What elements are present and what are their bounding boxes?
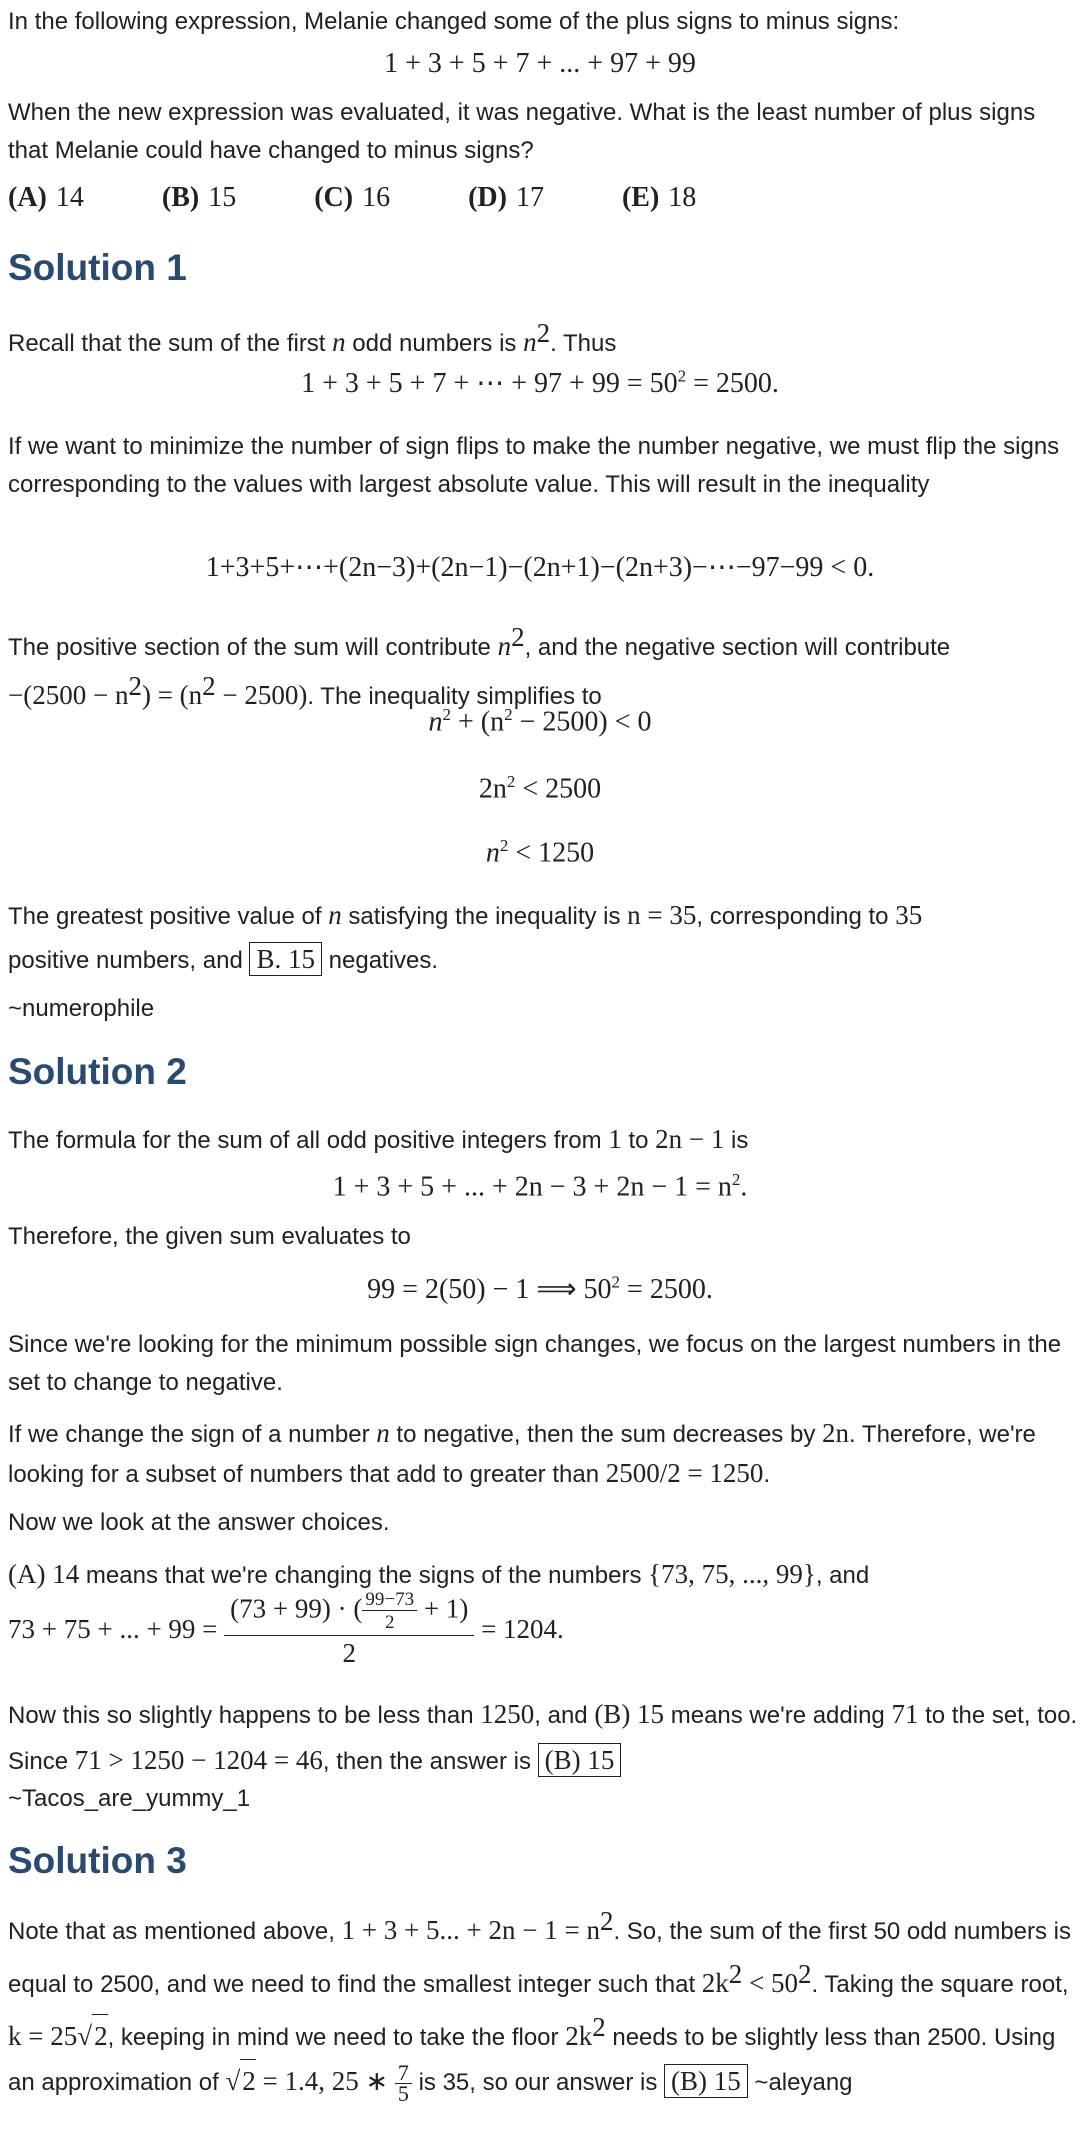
choice-e: (E) 18 [621, 182, 697, 213]
answer-box: (B) 15 [538, 1743, 622, 1777]
answer-box: (B) 15 [664, 2064, 748, 2098]
answer-choices [8, 182, 696, 214]
solution-3-para-1: Note that as mentioned above, 1 + 3 + 5... + $2n - 1 = n^2$. So, the sum of the first 50 odd numbers is equal to 2500, and we need to find the smallest integer such that $2k^2 < 50^2$. Taking the square root, k = 25√2, keeping in mind we need to take the floor $2k^2$ needs to be slightly less than 2500. Using an approximation of √2 = 1.4, 25 ∗ $\frac{7}{5}$ is 35, so our answer is (B) 15 ~aleyang [8, 1906, 1072, 2107]
solution-1-para-3: The positive section of the sum will contribute $n^2$, and the negative section will contribute $-(2500 - n^2) = (n^2 - 2500)$. The inequality simplifies to [8, 622, 951, 710]
solution-2-fraction-equation: 73 + 75 + ... + 99 = (73 + 99) · ( $\frac{99-73}{2}$ + 1) 2 = 1204. [8, 1589, 564, 1668]
solution-2-para-6: (A) 14 means that we're changing the signs of the numbers {73, 75, ..., 99}, and [8, 1559, 870, 1589]
solution-1-para-2: If we want to minimize the number of sign flips to make the number negative, we must flip the signs corresponding to the values with largest absolute value. This will result in the inequality [8, 433, 1060, 498]
solution-2-para-7: Now this so slightly happens to be less than 1250, and (B) 15 means we're adding 71 to the set, too. Since 71 > 1250 − 1204 = 46, then the answer is (B) 15 [8, 1699, 1078, 1775]
solution-1-heading: Solution 1 [8, 247, 187, 288]
solution-2-heading: Solution 2 [8, 1051, 187, 1092]
solution-1-para-4: The greatest positive value of n satisfying the inequality is n = 35, corresponding to 35 positive numbers, and B. 15 negatives. [8, 900, 923, 974]
solution-1-equation-1: 1 + 3 + 5 + 7 + ⋯ + $97 + 99 = 50^2 = 2500$. [301, 366, 779, 399]
solution-1-inequality: 1+3+5+⋯+(2n−3)+(2n−1)−(2n+1)−(2n+3)−⋯−97−99 < 0. [205, 552, 875, 583]
choice-d: (D) 17 [468, 182, 544, 213]
solution-1-author: ~numerophile [8, 995, 155, 1022]
solution-2-equation-2: 99 = 2(50) − 1 ⟹ $50^2 = 2500$. [367, 1272, 713, 1305]
problem-expression: 1 + 3 + 5 + 7 + ... + 97 + 99 [384, 48, 696, 79]
solution-1-step-3: $n^2 < 1250$ [485, 836, 595, 869]
solution-1-step-2: $2n^2 < 2500$ [478, 772, 602, 805]
solution-2-para-2: Therefore, the given sum evaluates to [8, 1223, 411, 1250]
problem-question: When the new expression was evaluated, it was negative. What is the least number of plus signs that Melanie could have changed to minus signs? [8, 99, 1036, 164]
solution-2-para-4: If we change the sign of a number n to negative, then the sum decreases by 2n. Therefore, we're looking for a subset of numbers that add to greater than 2500/2 = 1250. [8, 1418, 1036, 1488]
solution-1-para-1: Recall that the sum of the first n odd numbers is $n^2$. Thus [8, 318, 617, 357]
choice-a: (A) 14 [8, 182, 84, 213]
solution-2-para-5: Now we look at the answer choices. [8, 1509, 390, 1536]
solution-2-para-3: Since we're looking for the minimum possible sign changes, we focus on the largest numbers in the set to change to negative. [8, 1331, 1062, 1396]
choice-b: (B) 15 [161, 182, 237, 213]
problem-intro: In the following expression, Melanie changed some of the plus signs to minus signs: [8, 8, 900, 35]
choice-c: (C) 16 [314, 182, 391, 213]
answer-box: B. 15 [249, 942, 322, 976]
solution-2-para-1: The formula for the sum of all odd positive integers from 1 to 2n − 1 is [8, 1124, 749, 1154]
solution-3-heading: Solution 3 [8, 1840, 187, 1881]
solution-1-step-1: $n^2 + (n^2 - 2500) < 0$ [428, 705, 652, 738]
solution-2-equation-1: 1 + 3 + 5 + ... + $2n - 3 + 2n - 1 = n^2$. [332, 1170, 748, 1203]
solution-2-author: ~Tacos_are_yummy_1 [8, 1785, 251, 1812]
